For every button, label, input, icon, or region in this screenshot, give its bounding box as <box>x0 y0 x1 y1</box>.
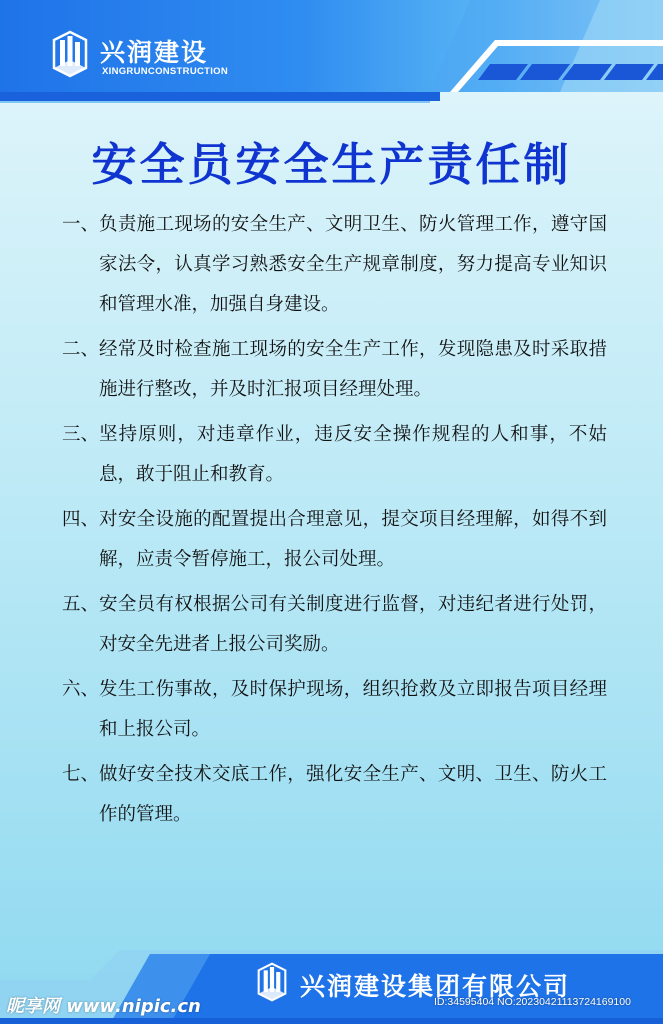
brand-name-en: XINGRUNCONSTRUCTION <box>102 66 229 77</box>
page-title: 安全员安全生产责任制 <box>91 138 572 191</box>
rule-number: 一、 <box>62 214 100 235</box>
rule-number: 七、 <box>62 764 100 785</box>
rule-text: 做好安全技术交底工作，强化安全生产、文明、卫生、防火工作的管理。 <box>99 764 607 825</box>
rule-text: 安全员有权根据公司有关制度进行监督，对违纪者进行处罚，对安全先进者上报公司奖励。 <box>99 594 607 655</box>
rule-item-5 <box>62 585 607 665</box>
rule-item-7 <box>62 755 607 835</box>
rule-text: 坚持原则，对违章作业，违反安全操作规程的人和事，不姑息，敢于阻止和教育。 <box>99 424 607 485</box>
rule-number: 四、 <box>62 509 100 530</box>
header <box>0 0 663 110</box>
rule-number: 三、 <box>62 424 100 445</box>
rule-item-1 <box>62 205 607 325</box>
building-logo-icon <box>255 962 289 1002</box>
rule-item-6 <box>62 670 607 750</box>
rule-text: 经常及时检查施工现场的安全生产工作，发现隐患及时采取措施进行整改，并及时汇报项目经理处理。 <box>99 339 607 400</box>
company-name: 兴润建设集团有限公司 <box>300 972 571 1001</box>
rule-text: 发生工伤事故，及时保护现场，组织抢救及立即报告项目经理和上报公司。 <box>99 679 607 740</box>
rule-item-2 <box>62 330 607 410</box>
rule-item-3 <box>62 415 607 495</box>
rules-list <box>62 205 607 840</box>
watermark-site: 昵享网 www.nipic.cn <box>6 996 201 1017</box>
footer <box>0 940 663 1024</box>
rule-text: 负责施工现场的安全生产、文明卫生、防火管理工作，遵守国家法令，认真学习熟悉安全生产规章制度，努力提高专业知识和管理水准，加强自身建设。 <box>99 214 607 315</box>
rule-item-4 <box>62 500 607 580</box>
rule-number: 二、 <box>62 339 100 360</box>
rule-text: 对安全设施的配置提出合理意见，提交项目经理解，如得不到解，应责令暂停施工，报公司处理。 <box>99 509 607 570</box>
rule-number: 六、 <box>62 679 100 700</box>
watermark-id: ID:34595404 NO:20230421113724169100 <box>434 996 631 1008</box>
brand-name-cn: 兴润建设 <box>100 38 209 67</box>
rule-number: 五、 <box>62 594 100 615</box>
building-logo-icon <box>50 30 90 78</box>
